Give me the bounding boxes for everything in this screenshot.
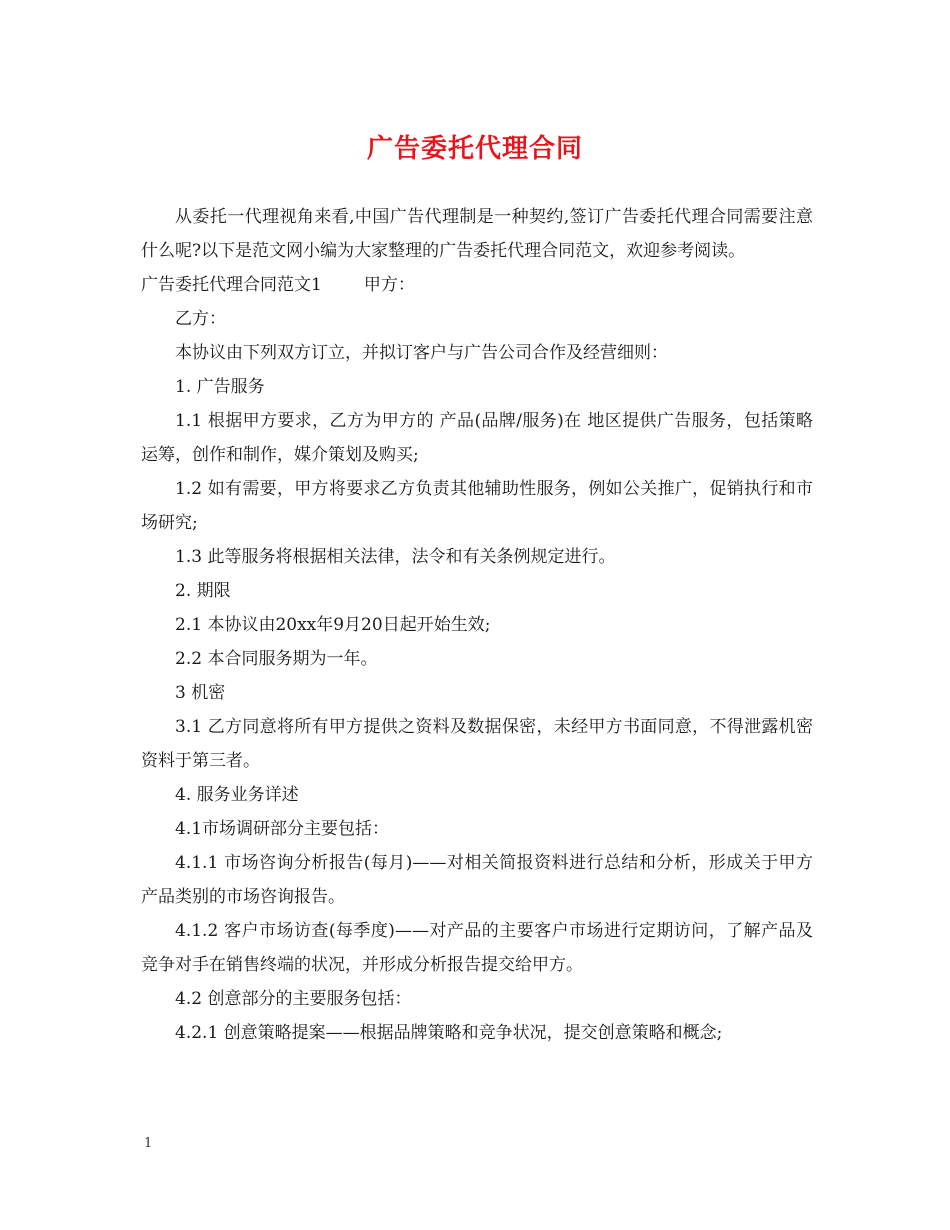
- clause-4-2-1: 4.2.1 创意策略提案——根据品牌策略和竞争状况，提交创意策略和概念;: [175, 1023, 723, 1043]
- clause-2-2: 2.2 本合同服务期为一年。: [175, 649, 378, 669]
- paragraph-party-b: 乙方：: [175, 309, 226, 329]
- clause-4-1: 4.1市场调研部分主要包括：: [175, 819, 390, 839]
- section-heading-service-details: 4. 服务业务详述: [175, 785, 299, 805]
- clause-3-1: 3.1 乙方同意将所有甲方提供之资料及数据保密，未经甲方书面同意，不得泄露机密资料于第三者。: [141, 717, 813, 771]
- paragraph-agreement: 本协议由下列双方订立，并拟订客户与广告公司合作及经营细则：: [175, 343, 668, 363]
- document-body: [141, 200, 813, 1050]
- sample-heading-label: 广告委托代理合同范文1: [141, 275, 322, 295]
- page-number: 1: [144, 1136, 153, 1151]
- clause-1-2: 1.2 如有需要，甲方将要求乙方负责其他辅助性服务，例如公关推广，促销执行和市场研究;: [141, 479, 813, 533]
- clause-4-1-1: 4.1.1 市场咨询分析报告(每月)——对相关简报资料进行总结和分析，形成关于甲方产品类别的市场咨询报告。: [141, 853, 813, 907]
- party-a-label: 甲方：: [363, 275, 415, 295]
- section-heading-confidential: 3 机密: [175, 683, 226, 703]
- paragraph-sample-heading: [141, 268, 813, 302]
- clause-1-1: 1.1 根据甲方要求，乙方为甲方的 产品(品牌/服务)在 地区提供广告服务，包括策略运筹，创作和制作，媒介策划及购买;: [141, 411, 813, 465]
- clause-2-1: 2.1 本协议由20xx年9月20日起开始生效;: [175, 615, 491, 635]
- clause-4-2: 4.2 创意部分的主要服务包括：: [175, 989, 412, 1009]
- clause-4-1-2: 4.1.2 客户市场访查(每季度)——对产品的主要客户市场进行定期访问，了解产品及竞争对手在销售终端的状况，并形成分析报告提交给甲方。: [141, 921, 813, 975]
- document-title: 广告委托代理合同: [366, 134, 583, 164]
- section-heading-ad-service: 1. 广告服务: [175, 377, 265, 397]
- section-heading-term: 2. 期限: [175, 581, 231, 601]
- clause-1-3: 1.3 此等服务将根据相关法律，法令和有关条例规定进行。: [175, 547, 616, 567]
- paragraph-intro: 从委托一代理视角来看,中国广告代理制是一种契约,签订广告委托代理合同需要注意什么呢?以下是范文网小编为大家整理的广告委托代理合同范文，欢迎参考阅读。: [141, 207, 813, 261]
